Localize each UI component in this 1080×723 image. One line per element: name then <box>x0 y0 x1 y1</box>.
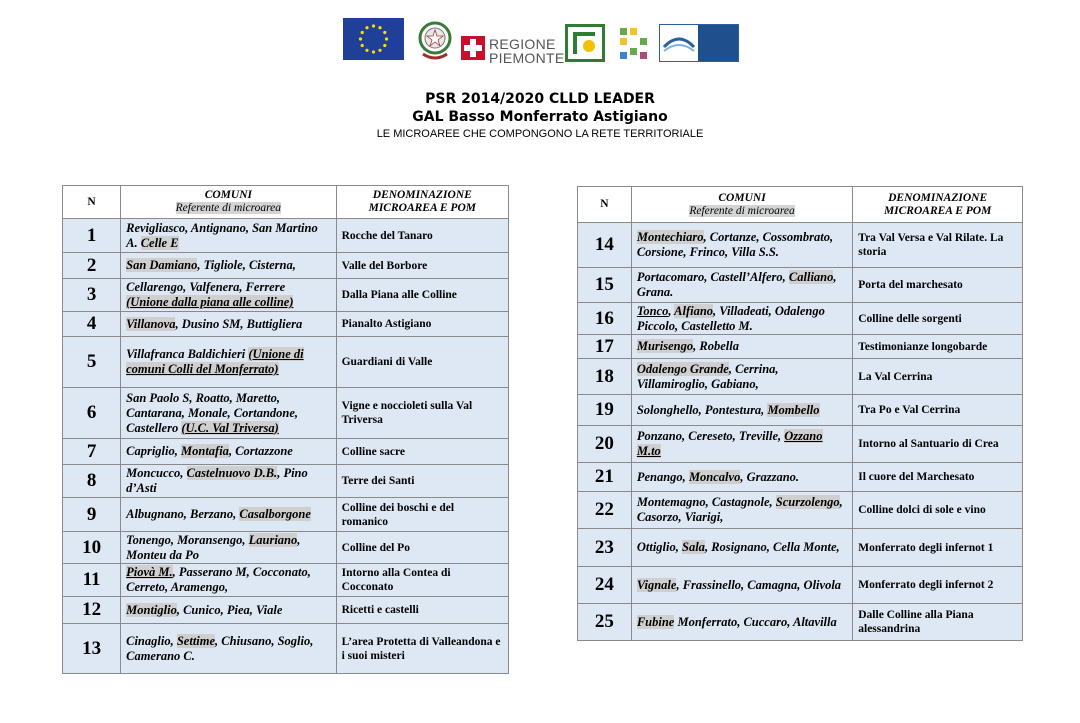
table-row <box>578 492 1023 529</box>
microarea-number: 18 <box>578 359 632 395</box>
microaree-table-right <box>577 186 1023 641</box>
referente-comune: (U.C. Val Triversa) <box>181 420 279 435</box>
denominazione-cell: Terre dei Santi <box>336 465 508 498</box>
comuni-text: Montemagno, Castagnole, <box>636 495 776 509</box>
comuni-cell <box>121 624 336 674</box>
comuni-cell <box>631 426 852 463</box>
comuni-text: , Grana. <box>636 270 837 299</box>
psr-logo <box>618 26 652 62</box>
table-row <box>578 268 1023 303</box>
microarea-number: 14 <box>578 223 632 268</box>
header-comuni-label: COMUNI <box>204 189 252 201</box>
comuni-cell <box>631 604 852 641</box>
microarea-number: 1 <box>63 219 121 253</box>
referente-comune: Odalengo Grande <box>636 361 729 376</box>
page-caption: LE MICROAREE CHE COMPONGONO LA RETE TERRITORIALE <box>376 128 704 140</box>
comuni-text: Revigliasco, Antignano, San Martino A. <box>126 220 318 250</box>
comuni-cell <box>121 279 336 312</box>
denominazione-cell: Colline sacre <box>336 439 508 465</box>
microarea-number: 25 <box>578 604 632 641</box>
comuni-text: Penango, <box>636 469 689 484</box>
comuni-cell <box>631 335 852 359</box>
microarea-number: 16 <box>578 303 632 335</box>
piemonte-cross-icon <box>461 36 485 60</box>
referente-comune: Tonco <box>636 303 669 318</box>
comuni-text: Moncucco, <box>126 466 187 480</box>
table-row <box>578 529 1023 567</box>
denominazione-cell: Vigne e noccioleti sulla Val Triversa <box>336 388 508 439</box>
table-row <box>63 624 509 674</box>
table-row <box>63 532 509 564</box>
microarea-number: 10 <box>63 532 121 564</box>
comuni-text: , Cerrina, Villamiroglio, Gabiano, <box>636 361 779 391</box>
comuni-text: , Cortazzone <box>228 444 293 458</box>
referente-comune: San Damiano <box>126 258 198 272</box>
referente-comune: Montafia <box>181 444 229 458</box>
table-row <box>63 279 509 312</box>
microarea-number: 4 <box>63 312 121 337</box>
denominazione-cell: Tra Val Versa e Val Rilate. La storia <box>853 223 1023 268</box>
table-row <box>63 498 509 532</box>
referente-comune: Mombello <box>767 402 820 417</box>
table-row <box>578 395 1023 426</box>
referente-comune: Alfiano <box>674 303 714 318</box>
comuni-text: , Cunico, Piea, Viale <box>176 602 283 617</box>
comuni-cell <box>631 492 852 529</box>
denominazione-cell: Intorno alla Contea di Cocconato <box>336 564 508 597</box>
denominazione-cell: Ricetti e castelli <box>336 597 508 624</box>
table-row <box>578 463 1023 492</box>
denominazione-cell: Rocche del Tanaro <box>336 219 508 253</box>
microarea-number: 7 <box>63 439 121 465</box>
denominazione-cell: Testimonianze longobarde <box>853 335 1023 359</box>
header-denominazione <box>336 186 508 219</box>
regione-piemonte-logo <box>461 18 565 66</box>
comuni-text: Villafranca Baldichieri <box>126 347 249 361</box>
microarea-number: 3 <box>63 279 121 312</box>
denominazione-cell: L’area Protetta di Valleandona e i suoi misteri <box>336 624 508 674</box>
denominazione-cell: Colline dolci di sole e vino <box>853 492 1023 529</box>
page-subtitle: GAL Basso Monferrato Astigiano <box>412 109 668 125</box>
microarea-number: 8 <box>63 465 121 498</box>
microarea-number: 23 <box>578 529 632 567</box>
referente-comune: Villanova <box>126 316 176 331</box>
header-denominazione-label: DENOMINAZIONE <box>372 189 472 201</box>
table-row <box>63 564 509 597</box>
header-comuni-label: COMUNI <box>718 191 766 204</box>
comuni-text: , Monteu da Po <box>126 532 301 562</box>
comuni-cell <box>631 359 852 395</box>
eu-flag-icon <box>343 18 404 60</box>
denominazione-cell: Valle del Borbore <box>336 253 508 279</box>
comuni-text: , Casorzo, Viarigi, <box>636 495 843 524</box>
comuni-text: Ottiglio, <box>636 540 682 554</box>
referente-comune: Piovà M. <box>126 565 173 579</box>
denominazione-cell: Porta del marchesato <box>853 268 1023 303</box>
table-row <box>578 359 1023 395</box>
comuni-cell <box>631 303 852 335</box>
table-row <box>578 426 1023 463</box>
comuni-text: , Villadeati, Odalengo Piccolo, Castelletto M. <box>636 303 825 333</box>
regione-text: REGIONE <box>489 36 556 52</box>
comuni-text: , Cortanze, Cossombrato, Corsione, Frinco, Villa S.S. <box>636 230 834 259</box>
referente-comune: (Unione dalla piana alle colline) <box>126 295 294 309</box>
microarea-number: 21 <box>578 463 632 492</box>
comuni-cell <box>121 219 336 253</box>
header-comuni <box>121 186 336 219</box>
comuni-text: , Robella <box>693 339 739 353</box>
comuni-text: Cellarengo, Valfenera, Ferrere <box>126 280 286 294</box>
table-row <box>63 219 509 253</box>
microarea-number: 13 <box>63 624 121 674</box>
table-row <box>63 337 509 388</box>
referente-comune: Moncalvo <box>688 469 741 484</box>
comuni-cell <box>631 395 852 426</box>
denominazione-cell: Intorno al Santuario di Crea <box>853 426 1023 463</box>
italian-republic-emblem-icon <box>415 18 455 64</box>
comuni-text: , Tigliole, Cisterna, <box>197 258 296 272</box>
page-title: PSR 2014/2020 CLLD LEADER <box>425 91 655 107</box>
microarea-number: 12 <box>63 597 121 624</box>
referente-comune: Sala <box>682 540 705 554</box>
comuni-cell <box>631 268 852 303</box>
comuni-cell <box>121 253 336 279</box>
piemonte-text: PIEMONTE <box>489 50 565 66</box>
comuni-text: , Grazzano. <box>740 469 800 484</box>
denominazione-cell: Colline dei boschi e del romanico <box>336 498 508 532</box>
comuni-text: Albugnano, Berzano, <box>126 507 240 521</box>
microarea-number: 15 <box>578 268 632 303</box>
microarea-number: 22 <box>578 492 632 529</box>
comuni-text: Portacomaro, Castell’Alfero, <box>636 270 789 284</box>
comuni-text: San Paolo S, Roatto, Maretto, Cantarana, Monale, Cortandone, Castellero <box>126 390 299 435</box>
comuni-cell <box>121 564 336 597</box>
comuni-text: , Passerano M, Cocconato, Cerreto, Aramengo, <box>126 565 311 594</box>
referente-comune: Celle E <box>140 235 179 250</box>
comuni-cell <box>121 388 336 439</box>
table-row <box>578 335 1023 359</box>
denominazione-cell: Il cuore del Marchesato <box>853 463 1023 492</box>
header-n: N <box>578 187 632 223</box>
comuni-cell <box>121 439 336 465</box>
comuni-text: Cinaglio, <box>126 633 177 648</box>
comuni-cell <box>631 223 852 268</box>
referente-comune: Scurzolengo <box>775 495 840 509</box>
denominazione-cell: Monferrato degli infernot 2 <box>853 567 1023 604</box>
comuni-text: , Frassinello, Camagna, Olivola <box>676 577 842 592</box>
microarea-number: 17 <box>578 335 632 359</box>
comuni-text: , Dusino SM, Buttigliera <box>175 316 303 331</box>
comuni-cell <box>121 465 336 498</box>
denominazione-cell: Guardiani di Valle <box>336 337 508 388</box>
referente-comune: Casalborgone <box>239 507 311 521</box>
header-referente-label: Referente di microarea <box>175 202 282 214</box>
microarea-number: 9 <box>63 498 121 532</box>
microarea-number: 19 <box>578 395 632 426</box>
denominazione-cell: La Val Cerrina <box>853 359 1023 395</box>
referente-comune: Lauriano <box>248 532 298 547</box>
table-row <box>63 439 509 465</box>
comuni-cell <box>631 529 852 567</box>
microarea-number: 20 <box>578 426 632 463</box>
microarea-number: 5 <box>63 337 121 388</box>
microarea-number: 24 <box>578 567 632 604</box>
denominazione-cell: Tra Po e Val Cerrina <box>853 395 1023 426</box>
referente-comune: Ozzano M.to <box>636 429 823 458</box>
referente-comune: Fubine <box>636 614 675 629</box>
comuni-text: Capriglio, <box>126 444 181 458</box>
table-row <box>578 303 1023 335</box>
denominazione-cell: Colline delle sorgenti <box>853 303 1023 335</box>
table-row <box>63 312 509 337</box>
comuni-cell <box>121 597 336 624</box>
comuni-text: , Chiusano, Soglio, Camerano C. <box>126 633 314 663</box>
comuni-cell <box>121 312 336 337</box>
table-row <box>63 253 509 279</box>
comuni-text: , Pino d’Asti <box>126 466 308 495</box>
table-row <box>63 597 509 624</box>
comuni-cell <box>631 463 852 492</box>
comuni-text: Ponzano, Cereseto, Treville, <box>636 429 785 443</box>
referente-comune: Vignale <box>636 577 677 592</box>
comuni-cell <box>121 532 336 564</box>
comuni-text: , Rosignano, Cella Monte, <box>704 540 840 554</box>
referente-comune: (Unione di comuni Colli del Monferrato) <box>126 347 304 376</box>
denominazione-cell: Dalla Piana alle Colline <box>336 279 508 312</box>
leader-logo <box>565 24 605 62</box>
denominazione-cell: Monferrato degli infernot 1 <box>853 529 1023 567</box>
table-row <box>63 388 509 439</box>
table-row <box>578 604 1023 641</box>
referente-comune: Montiglio <box>126 602 177 617</box>
comuni-cell <box>121 337 336 388</box>
referente-comune: Murisengo <box>636 339 694 353</box>
header-microarea-label: MICROAREA E POM <box>368 202 476 214</box>
referente-comune: Montechiaro <box>636 230 704 244</box>
header-denominazione-label: DENOMINAZIONE <box>888 191 988 204</box>
referente-comune: Castelnuovo D.B. <box>186 466 278 480</box>
microarea-number: 11 <box>63 564 121 597</box>
comuni-cell <box>121 498 336 532</box>
gal-basso-monferrato-logo <box>659 24 739 62</box>
referente-comune: Calliano <box>788 270 834 284</box>
microaree-table-left <box>62 185 509 674</box>
header-microarea-label: MICROAREA E POM <box>883 204 992 217</box>
table-row <box>578 567 1023 604</box>
referente-comune: Settime <box>176 633 216 648</box>
header-n: N <box>63 186 121 219</box>
table-row <box>578 223 1023 268</box>
microarea-number: 6 <box>63 388 121 439</box>
denominazione-cell: Pianalto Astigiano <box>336 312 508 337</box>
comuni-text: , <box>668 303 675 318</box>
header-comuni <box>631 187 852 223</box>
comuni-text: Tonengo, Moransengo, <box>126 532 249 547</box>
header-referente-label: Referente di microarea <box>689 204 795 217</box>
header-denominazione <box>853 187 1023 223</box>
comuni-text: Solonghello, Pontestura, <box>636 402 768 417</box>
comuni-text: Monferrato, Cuccaro, Altavilla <box>674 614 837 629</box>
denominazione-cell: Dalle Colline alla Piana alessandrina <box>853 604 1023 641</box>
denominazione-cell: Colline del Po <box>336 532 508 564</box>
microarea-number: 2 <box>63 253 121 279</box>
table-row <box>63 465 509 498</box>
comuni-cell <box>631 567 852 604</box>
